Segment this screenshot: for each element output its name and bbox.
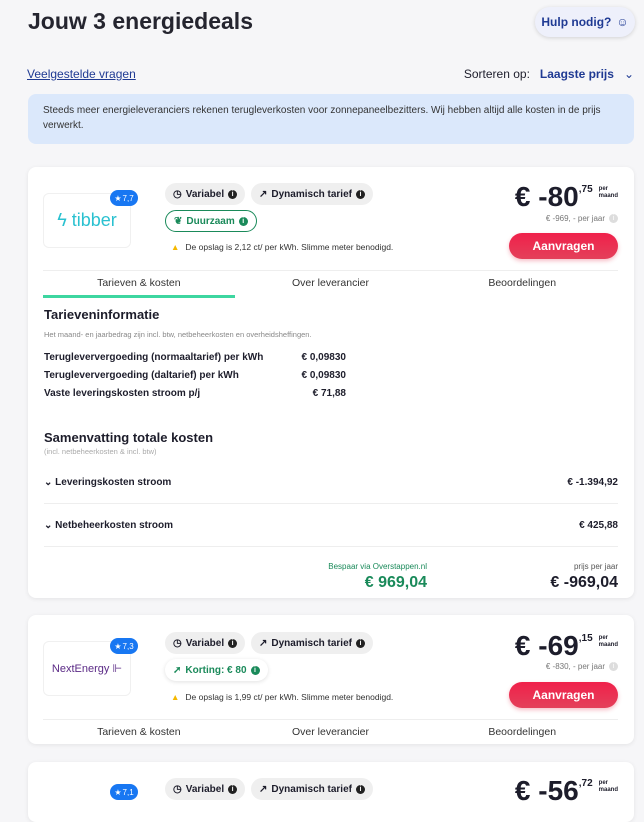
warning-text: ▲ De opslag is 2,12 ct/ per kWh. Slimme meter benodigd. (171, 242, 394, 252)
star-icon: ★ (114, 787, 122, 797)
deal-tabs (43, 277, 618, 298)
section-subtitle: Het maand- en jaarbedrag zijn incl. btw, netbeheerkosten en overheidsheffingen. (44, 330, 312, 339)
deal-card-tibber (28, 167, 634, 598)
info-icon[interactable]: i (228, 785, 237, 794)
yearly-price: € -830, - per jaar i (546, 662, 618, 671)
info-icon[interactable]: i (609, 214, 618, 223)
chip-dynamisch[interactable]: ↗ Dynamisch tarief i (251, 778, 373, 800)
star-icon: ★ (114, 641, 122, 651)
monthly-price: € -69 ,15 per maand (514, 630, 618, 661)
trend-icon: ↗ (259, 637, 268, 649)
info-icon[interactable]: i (251, 666, 260, 675)
info-icon[interactable]: i (609, 662, 618, 671)
clock-icon: ◷ (173, 188, 182, 200)
section-title: Tarieveninformatie (44, 307, 160, 322)
chip-variabel[interactable]: ◷ Variabel i (165, 778, 245, 800)
info-icon[interactable]: i (356, 190, 365, 199)
info-banner: Steeds meer energieleveranciers rekenen terugleverkosten voor zonnepaneelbezitters. Wij hebben altijd alle kosten in de prijs verwerkt. (28, 94, 634, 144)
info-icon[interactable]: i (356, 639, 365, 648)
tab-beoordelingen[interactable]: Beoordelingen (488, 726, 557, 738)
year-total: prijs per jaar € -969,04 (550, 562, 618, 591)
rating-badge: ★ 7,7 (110, 190, 138, 206)
info-icon[interactable]: i (356, 785, 365, 794)
help-button[interactable] (535, 7, 635, 37)
sort-select[interactable]: Laagste prijs (539, 67, 614, 81)
leaf-icon: ❦ (174, 215, 183, 227)
chevron-down-icon: ⌄ (44, 477, 56, 488)
monthly-price: € -56 ,72 per maand (514, 775, 618, 806)
nextenergy-logo-mark: ⊩ (112, 663, 123, 675)
rating-badge: ★ 7,1 (110, 784, 138, 800)
summary-row-levering[interactable]: ⌄ Leveringskosten stroom € -1.394,92 (44, 477, 618, 504)
tab-leverancier[interactable]: Over leverancier (291, 277, 370, 289)
page-title: Jouw 3 energiedeals (28, 8, 253, 34)
sort-control[interactable] (464, 67, 634, 81)
tab-tarieven[interactable]: Tarieven & kosten (97, 726, 181, 738)
rate-row: Terugleververgoeding (normaaltarief) per kWh € 0,09830 (44, 352, 346, 363)
help-label: Hulp nodig? (541, 15, 612, 29)
info-icon[interactable]: i (228, 190, 237, 199)
faq-link[interactable]: Veelgestelde vragen (27, 67, 136, 81)
chevron-down-icon: ⌄ (44, 520, 56, 531)
summary-subtitle: (incl. netbeheerkosten & incl. btw) (44, 447, 157, 456)
warning-icon: ▲ (171, 242, 180, 252)
summary-title: Samenvatting totale kosten (44, 430, 214, 445)
tab-beoordelingen[interactable]: Beoordelingen (488, 277, 557, 289)
apply-button[interactable]: Aanvragen (509, 233, 618, 259)
chip-variabel[interactable]: ◷ Variabel i (165, 632, 245, 654)
summary-row-netbeheer[interactable]: ⌄ Netbeheerkosten stroom € 425,88 (44, 520, 618, 547)
tab-leverancier[interactable]: Over leverancier (291, 726, 370, 738)
divider (43, 719, 618, 720)
trend-icon: ↗ (259, 783, 268, 795)
provider-logo: NextEnergy ⊩ (43, 641, 131, 696)
rate-row: Vaste leveringskosten stroom p/j € 71,88 (44, 388, 346, 399)
deal-tabs (43, 726, 618, 744)
apply-button[interactable]: Aanvragen (509, 682, 618, 708)
discount-icon: ➚ (173, 664, 182, 676)
support-icon: ☺ (616, 15, 629, 29)
star-icon: ★ (114, 193, 122, 203)
info-icon[interactable]: i (239, 217, 248, 226)
sort-label: Sorteren op: (463, 67, 530, 81)
rating-badge: ★ 7,3 (110, 638, 138, 654)
trend-icon: ↗ (259, 188, 268, 200)
chip-dynamisch[interactable]: ↗ Dynamisch tarief i (251, 183, 373, 205)
deal-card-3 (28, 762, 634, 822)
tibber-logo: ϟ tibber (57, 210, 117, 230)
clock-icon: ◷ (173, 783, 182, 795)
chevron-down-icon: ⌄ (623, 67, 634, 81)
divider (43, 270, 618, 271)
tab-tarieven[interactable]: Tarieven & kosten (43, 277, 235, 298)
clock-icon: ◷ (173, 637, 182, 649)
warning-icon: ▲ (171, 692, 180, 702)
chip-duurzaam[interactable]: ❦ Duurzaam i (165, 210, 257, 232)
rate-row: Terugleververgoeding (daltarief) per kWh € 0,09830 (44, 370, 346, 381)
monthly-price: € -80 ,75 per maand (514, 181, 618, 212)
chip-dynamisch[interactable]: ↗ Dynamisch tarief i (251, 632, 373, 654)
info-icon[interactable]: i (228, 639, 237, 648)
chip-variabel[interactable]: ◷ Variabel i (165, 183, 245, 205)
yearly-price: € -969, - per jaar i (546, 214, 618, 223)
warning-text: ▲ De opslag is 1,99 ct/ per kWh. Slimme meter benodigd. (171, 692, 394, 702)
savings: Bespaar via Overstappen.nl € 969,04 (328, 562, 427, 591)
deal-card-nextenergy (28, 615, 634, 744)
chip-korting[interactable]: ➚ Korting: € 80 i (165, 659, 268, 681)
